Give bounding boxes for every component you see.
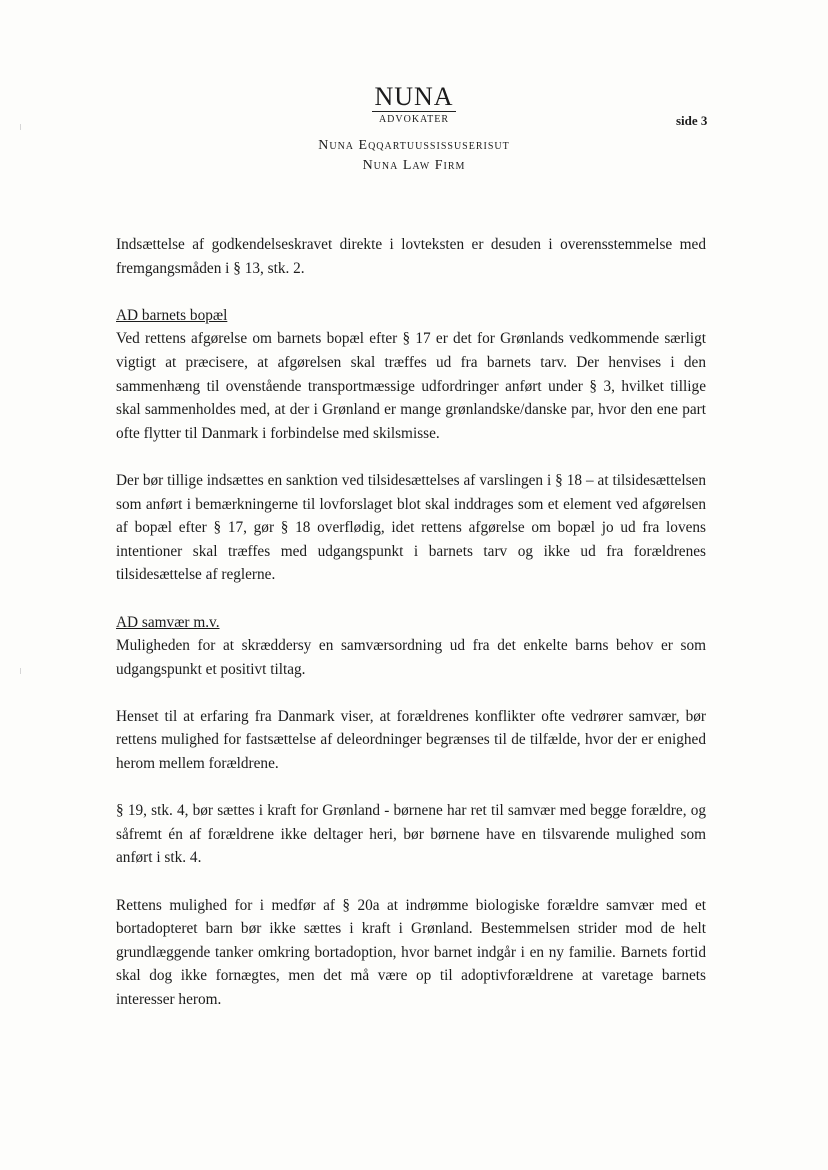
- firm-logo-subtitle: ADVOKATER: [378, 114, 450, 125]
- firm-name-greenlandic: Nuna Eqqartuussissuserisut: [318, 138, 510, 153]
- letter-body: [116, 233, 706, 1035]
- paragraph: Henset til at erfaring fra Danmark viser, at forældrenes konflikter ofte vedrører samvær, bør rettens mulighed for fastsættelse af deleordninger begrænses til de tilfælde, hvor der er enighed herom mellem forældrene.: [116, 707, 706, 773]
- paragraph: Indsættelse af godkendelseskravet direkte i lovteksten er desuden i overensstemmelse med fremgangsmåden i § 13, stk. 2.: [116, 236, 706, 277]
- paragraph: Ved rettens afgørelse om barnets bopæl efter § 17 er det for Grønlands vedkommende særligt vigtigt at præcisere, at afgørelsen skal træffes ud fra barnets tarv. Der henvises i den sammenhæng til ovenstående transportmæssige udfordringer anført under § 3, hvilket tillige skal sammenholdes med, at der i Grønland er mange grønlandske/danske par, hvor den ene part ofte flytter til Danmark i forbindelse med skilsmisse.: [116, 330, 706, 442]
- firm-name-english: Nuna Law Firm: [362, 158, 466, 173]
- scan-edge-mark: [20, 668, 21, 674]
- paragraph: Der bør tillige indsættes en sanktion ved tilsidesættelses af varslingen i § 18 – at tilsidesættelsen som anført i bemærkningerne til lovforslaget blot skal inddrages som et element ved afgørelsen af bopæl efter § 17, gør § 18 overflødig, idet rettens afgørelse om bopæl jo ud fra lovens intentioner skal træffes med udgangspunkt i barnets tarv og ikke ud fra forældrenes tilsidesættelse af reglerne.: [116, 471, 706, 584]
- letterhead: [0, 84, 828, 176]
- firm-logo-name: NUNA: [374, 82, 454, 111]
- section-heading-samvaer: AD samvær m.v.: [116, 613, 220, 631]
- section-heading-bopael: AD barnets bopæl: [116, 306, 228, 324]
- paragraph: § 19, stk. 4, bør sættes i kraft for Grønland - børnene har ret til samvær med begge forældre, og såfremt én af forældrene ikke deltager heri, bør børnene have en tilsvarende mulighed som anført i stk. 4.: [116, 802, 706, 867]
- paragraph: Muligheden for at skræddersy en samværsordning ud fra det enkelte barns behov er som udgangspunkt et positivt tiltag.: [116, 637, 706, 678]
- paragraph: Rettens mulighed for i medfør af § 20a at indrømme biologiske forældre samvær med et bortadopteret barn bør ikke sættes i kraft i Grønland. Bestemmelsen strider mod de helt grundlæggende tanker omkring bortadoption, hvor barnet indgår i en ny familie. Barnets fortid skal dog ikke fornægtes, men det må være op til adoptivforældrene at varetage barnets interesser herom.: [116, 896, 706, 1008]
- page-number: side 3: [676, 113, 708, 128]
